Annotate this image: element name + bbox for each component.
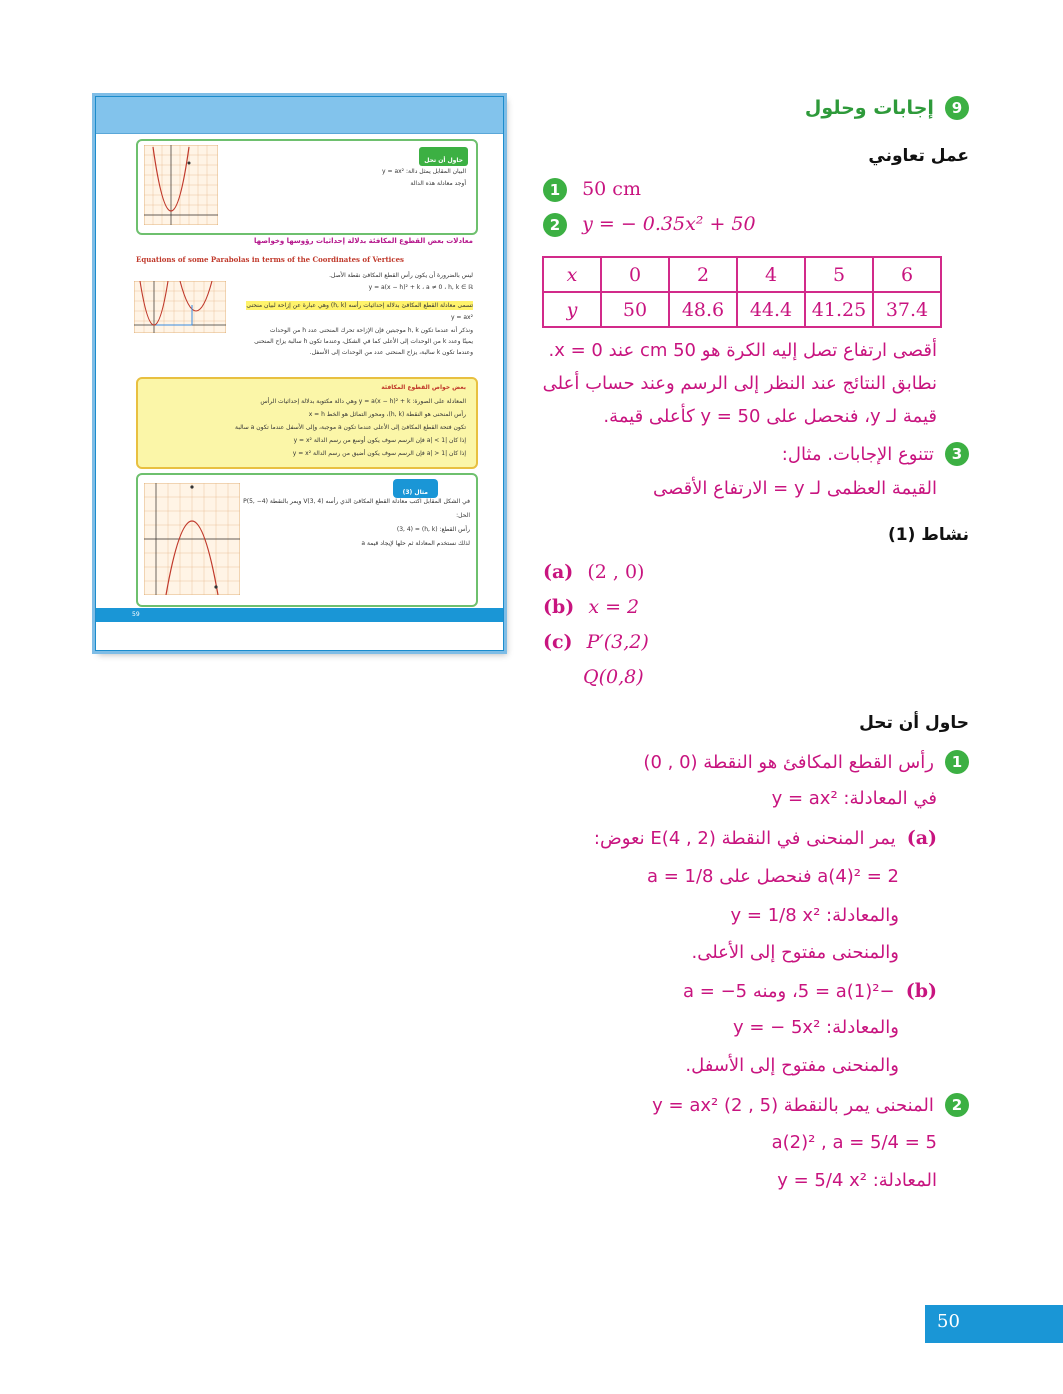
activity-part-a bbox=[543, 561, 644, 583]
thumbnail-box-title: بعض خواص القطوع المكافئة bbox=[381, 384, 466, 391]
try-item-1-part-a bbox=[594, 827, 937, 849]
thumbnail-example-line-1: في الشكل المقابل اكتب معادلة القطع المكافئ الذي رأسه V(3, 4) ويمر بالنقطة P(5, −4) bbox=[243, 498, 470, 505]
thumbnail-example-line-2: الحل: bbox=[456, 512, 470, 519]
coop-title: عمل تعاوني bbox=[868, 146, 969, 166]
activity-title: نشاط (1) bbox=[887, 525, 969, 545]
thumbnail-box-line-5: إذا كان |a| > 1 فإن الرسم سوف يكون أضيق من رسم الدالة y = x² bbox=[292, 450, 466, 457]
thumbnail-body-5: ونذكر أنه عندما تكون h, k موجبتين فإن الإزاحة تحرك المنحنى عدد h من الوحدات bbox=[269, 327, 473, 334]
activity-part-c bbox=[543, 631, 649, 653]
thumbnail-example-box bbox=[136, 473, 478, 607]
thumbnail-try-label: حاول أن تحل bbox=[419, 147, 468, 166]
table-cell: 0 bbox=[601, 257, 669, 292]
try-b-line-2: والمعادلة: y = − 5x² bbox=[732, 1017, 899, 1038]
thumbnail-try-text-1: البيان المقابل يمثل دالة: y = ax² bbox=[382, 168, 466, 175]
try-a-line-2: 2 = a(4)² فنحصل على a = 1/8 bbox=[646, 866, 899, 887]
table-cell: 6 bbox=[873, 257, 941, 292]
activity-a-value: (2 , 0) bbox=[587, 561, 645, 583]
table-cell: 44.4 bbox=[737, 292, 805, 327]
table-cell: 2 bbox=[669, 257, 737, 292]
try-a-line-3: والمعادلة: y = 1/8 x² bbox=[730, 905, 899, 926]
section-number-badge: 9 bbox=[945, 96, 969, 120]
thumbnail-properties-box bbox=[136, 377, 478, 469]
table-cell: 48.6 bbox=[669, 292, 737, 327]
coop-item-2-equation: y = − 0.35x² + 50 bbox=[582, 213, 756, 235]
thumbnail-box-line-4: إذا كان |a| < 1 فإن الرسم سوف يكون أوسع من رسم الدالة y = x² bbox=[293, 437, 466, 444]
table-x-label: x bbox=[543, 257, 601, 292]
table-y-label: y bbox=[543, 292, 601, 327]
try-b-line-3: والمنحنى مفتوح إلى الأسفل. bbox=[685, 1055, 899, 1076]
coop-item-1-value: 50 cm bbox=[582, 178, 641, 200]
coop-paragraph-line-3: قيمة لـ y، فنحصل على y = 50 كأعلى قيمة. bbox=[603, 406, 937, 427]
activity-b-value: x = 2 bbox=[588, 596, 640, 618]
try-item-2-line-2: 5 = a(2)² , a = 5/4 bbox=[771, 1132, 937, 1153]
thumbnail-body-3: تسمى معادلة القطع المكافئ بدلالة إحداثيات رأسه (h, k) وهي عبارة عن إزاحة لبيان منحنى bbox=[246, 302, 473, 309]
try-a-label: (a) bbox=[906, 827, 937, 849]
thumbnail-example-line-3: رأس القطع: (h, k) = (3, 4) bbox=[396, 526, 470, 533]
activity-c-value-1: P′(3,2) bbox=[586, 631, 649, 653]
thumbnail-parabola-graph-2 bbox=[134, 281, 226, 333]
coop-paragraph-line-2: نطابق النتائج عند النظر إلى الرسم وعند حساب أعلى bbox=[542, 373, 937, 394]
activity-c-value-2: Q(0,8) bbox=[583, 666, 644, 688]
table-cell: 37.4 bbox=[873, 292, 941, 327]
thumbnail-body-4: y = ax² bbox=[450, 314, 473, 321]
thumbnail-footer-band bbox=[96, 608, 503, 622]
table-cell: 4 bbox=[737, 257, 805, 292]
values-table-row-x bbox=[543, 257, 941, 292]
try-item-2-line-1: المنحنى يمر بالنقطة (5 , 2) y = ax² bbox=[652, 1094, 934, 1116]
coop-item-1 bbox=[543, 178, 641, 202]
coop-item-3-badge: 3 bbox=[945, 442, 969, 466]
page-number: 50 bbox=[937, 1311, 960, 1332]
thumbnail-parabola-graph-3 bbox=[144, 483, 240, 595]
table-cell: 5 bbox=[805, 257, 873, 292]
activity-a-label: (a) bbox=[543, 561, 574, 583]
try-item-1-badge: 1 bbox=[945, 750, 969, 774]
thumbnail-header-band bbox=[96, 97, 503, 134]
section-title: إجابات وحلول bbox=[804, 97, 934, 119]
page-number-tab bbox=[925, 1305, 1063, 1343]
coop-item-2-badge: 2 bbox=[543, 213, 567, 237]
try-item-1-part-b bbox=[683, 980, 937, 1002]
thumbnail-heading-ar: معادلات بعض القطوع المكافئة بدلالة إحداثيات رؤوسها وخواصها bbox=[254, 237, 473, 245]
thumbnail-example-label: مثال (3) bbox=[393, 479, 438, 498]
coop-item-3-line-2: القيمة العظمى لـ y = الارتفاع الأقصى bbox=[652, 478, 937, 499]
activity-b-label: (b) bbox=[543, 596, 575, 618]
thumbnail-try-box bbox=[136, 139, 478, 235]
thumbnail-try-text-2: أوجد معادلة هذه الدالة bbox=[410, 180, 466, 187]
try-item-2-badge: 2 bbox=[945, 1093, 969, 1117]
coop-item-1-badge: 1 bbox=[543, 178, 567, 202]
textbook-page-thumbnail bbox=[95, 96, 504, 651]
coop-item-2 bbox=[543, 213, 756, 237]
try-a-line-4: والمنحنى مفتوح إلى الأعلى. bbox=[691, 942, 899, 963]
try-item-2-line-3: المعادلة: y = 5/4 x² bbox=[777, 1170, 937, 1191]
table-cell: 41.25 bbox=[805, 292, 873, 327]
thumbnail-parabola-graph-1 bbox=[144, 145, 218, 225]
try-title: حاول أن تحل bbox=[859, 713, 969, 733]
thumbnail-body-2: y = a(x − h)² + k ، a ≠ 0 ، h, k ∈ ℝ bbox=[368, 284, 473, 291]
thumbnail-box-line-3: تكون فتحة القطع المكافئ إلى الأعلى عندما تكون a موجبة، وإلى الأسفل عندما تكون a سالبة bbox=[235, 424, 466, 431]
try-item-1-line-1: رأس القطع المكافئ هو النقطة (0 , 0) bbox=[643, 751, 934, 773]
activity-c-label: (c) bbox=[543, 631, 573, 653]
coop-paragraph-line-1: أقصى ارتفاع تصل إليه الكرة هو 50 cm عند x = 0. bbox=[548, 340, 937, 361]
thumbnail-page-number: 59 bbox=[132, 611, 140, 618]
try-b-label: (b) bbox=[905, 980, 937, 1002]
try-a-line-1: يمر المنحنى في النقطة E(4 , 2) نعوض: bbox=[593, 828, 896, 849]
try-item-1-line-2: في المعادلة: y = ax² bbox=[771, 788, 937, 809]
try-b-line-1: −5 = a(1)²، ومنه a = −5 bbox=[683, 981, 895, 1002]
thumbnail-box-line-1: المعادلة على الصورة: y = a(x − h)² + k وهي دالة مكتوبة بدلالة إحداثيات الرأس bbox=[260, 398, 466, 405]
thumbnail-example-line-4: لذلك نستخدم المعادلة ثم حلها لإيجاد قيمة a bbox=[361, 540, 470, 547]
values-table bbox=[542, 256, 942, 328]
thumbnail-body-1: ليس بالضرورة أن يكون رأس القطع المكافئ نقطة الأصل. bbox=[329, 272, 473, 279]
thumbnail-body-6: يمينًا وعدد k من الوحدات إلى الأعلى كما في الشكل، وعندما تكون h سالبة يزاح المنحنى bbox=[254, 338, 473, 345]
try-item-1 bbox=[643, 750, 969, 774]
thumbnail-body-7: وعندما تكون k سالبة، يزاح المنحنى عدد من الوحدات إلى الأسفل. bbox=[309, 349, 473, 356]
thumbnail-heading-en: Equations of some Parabolas in terms of the Coordinates of Vertices bbox=[136, 255, 404, 264]
thumbnail-box-line-2: رأس المنحنى هو النقطة (h, k)، ومحور التماثل هو الخط x = h bbox=[308, 411, 466, 418]
coop-item-3-line-1: تتنوع الإجابات. مثال: bbox=[781, 443, 934, 465]
section-heading bbox=[805, 96, 969, 120]
activity-part-b bbox=[543, 596, 639, 618]
table-cell: 50 bbox=[601, 292, 669, 327]
values-table-row-y bbox=[543, 292, 941, 327]
coop-item-3 bbox=[782, 442, 969, 466]
try-item-2 bbox=[652, 1093, 969, 1117]
